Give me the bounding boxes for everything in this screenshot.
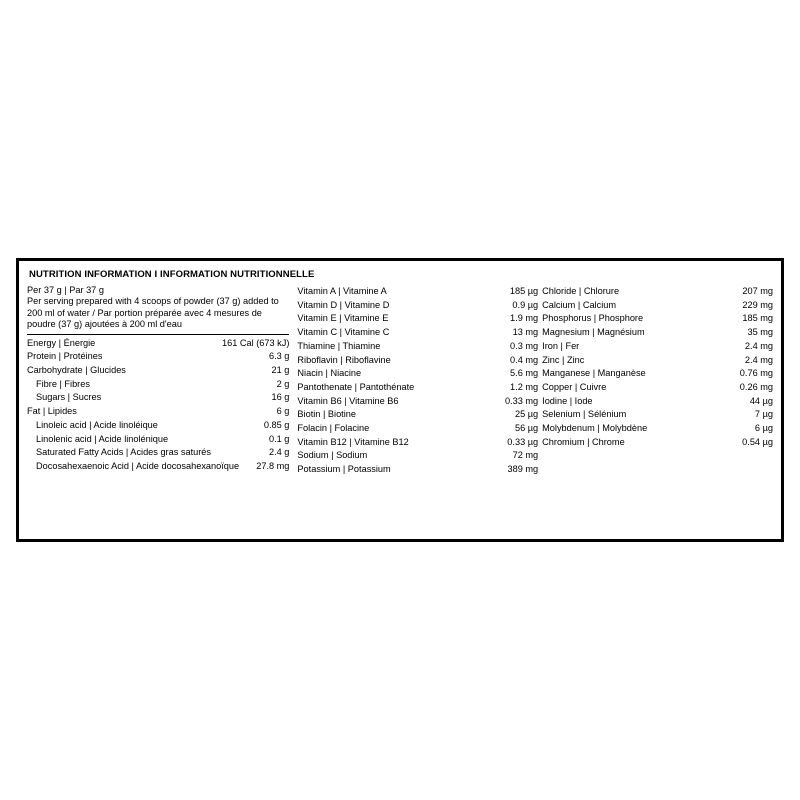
nutrient-row (297, 354, 538, 368)
divider (27, 334, 289, 335)
nutrient-label: Calcium | Calcium (542, 299, 616, 310)
nutrition-columns (27, 285, 773, 477)
nutrient-value: 2 g (276, 378, 290, 389)
nutrient-value: 207 mg (742, 286, 773, 296)
panel-title: NUTRITION INFORMATION I INFORMATION NUTRITIONNELLE (29, 269, 315, 280)
nutrient-label: Carbohydrate | Glucides (27, 365, 126, 376)
nutrient-row (27, 391, 289, 405)
nutrient-row (297, 422, 538, 436)
nutrient-row (542, 340, 773, 354)
nutrient-value: 0.26 mg (739, 381, 773, 392)
nutrient-label: Saturated Fatty Acids | Acides gras saturés (36, 447, 211, 458)
nutrient-label: Linoleic acid | Acide linoléique (36, 419, 158, 430)
nutrient-value: 25 µg (514, 409, 539, 420)
nutrient-label: Phosphorus | Phosphore (542, 313, 644, 324)
nutrient-label: Sodium | Sodium (297, 450, 368, 461)
nutrient-label: Niacin | Niacine (297, 368, 362, 379)
nutrient-value: 389 mg (507, 464, 539, 475)
nutrient-row (27, 337, 289, 351)
nutrient-row (542, 395, 773, 409)
vitamin-rows (297, 285, 538, 477)
nutrient-row (27, 350, 289, 364)
nutrient-value: 0.76 mg (739, 368, 773, 379)
nutrient-value: 161 Cal (673 kJ) (222, 337, 290, 348)
column-vitamins (293, 285, 538, 477)
nutrient-value: 6 µg (754, 423, 773, 434)
column-minerals (538, 285, 773, 449)
nutrient-value: 5.6 mg (510, 368, 539, 379)
nutrient-value: 21 g (271, 365, 290, 376)
serving-info (27, 285, 289, 331)
nutrient-row (542, 285, 773, 299)
nutrient-row (297, 449, 538, 463)
nutrient-row (27, 364, 289, 378)
nutrient-label: Iodine | Iode (542, 395, 593, 406)
nutrient-label: Vitamin C | Vitamine C (297, 327, 390, 338)
nutrient-value: 2.4 mg (744, 340, 773, 351)
nutrient-value: 0.4 mg (510, 354, 539, 365)
nutrient-value: 1.2 mg (510, 381, 539, 392)
serving-size-line: Per 37 g | Par 37 g (27, 285, 104, 295)
preparation-note-line-1: Per serving prepared with 4 scoops of powder (37 g) added to (27, 296, 279, 307)
nutrient-value: 72 mg (512, 450, 539, 461)
nutrient-row (297, 285, 538, 299)
nutrient-row (297, 436, 538, 450)
nutrient-row (542, 312, 773, 326)
nutrient-value: 44 µg (749, 395, 773, 406)
nutrient-value: 6 g (276, 406, 290, 417)
nutrient-label: Chromium | Chrome (542, 436, 625, 447)
nutrient-label: Vitamin E | Vitamine E (297, 313, 389, 324)
nutrient-row (542, 326, 773, 340)
nutrient-value: 185 µg (509, 286, 539, 296)
preparation-note-line-3: poudre (37 g) ajoutées à 200 ml d'eau (27, 319, 182, 330)
nutrient-value: 13 mg (512, 327, 539, 338)
nutrient-row (542, 354, 773, 368)
nutrient-row (542, 408, 773, 422)
nutrient-row (297, 326, 538, 340)
nutrient-label: Vitamin B6 | Vitamine B6 (297, 395, 399, 406)
nutrient-row (27, 419, 289, 433)
nutrient-label: Vitamin A | Vitamine A (297, 286, 387, 296)
nutrient-value: 0.85 g (263, 419, 290, 430)
nutrient-label: Selenium | Sélénium (542, 409, 627, 420)
nutrient-value: 16 g (271, 392, 290, 403)
macronutrient-rows (27, 337, 289, 474)
nutrient-row (542, 436, 773, 450)
nutrient-value: 35 mg (747, 327, 773, 338)
nutrient-label: Fat | Lipides (27, 406, 77, 417)
nutrient-value: 6.3 g (268, 351, 290, 362)
nutrient-row (297, 299, 538, 313)
nutrient-row (297, 367, 538, 381)
nutrient-label: Docosahexaenoic Acid | Acide docosahexanoïque (36, 460, 240, 471)
nutrition-information-panel (16, 258, 784, 542)
nutrient-row (297, 463, 538, 477)
nutrient-label: Thiamine | Thiamine (297, 340, 381, 351)
nutrient-row (27, 378, 289, 392)
nutrient-label: Linolenic acid | Acide linolénique (36, 433, 169, 444)
nutrient-value: 0.33 mg (504, 395, 539, 406)
nutrient-row (297, 408, 538, 422)
nutrient-value: 27.8 mg (256, 460, 290, 471)
nutrient-row (542, 381, 773, 395)
nutrient-row (542, 299, 773, 313)
column-macronutrients (27, 285, 293, 474)
nutrient-row (297, 340, 538, 354)
nutrient-label: Sugars | Sucres (36, 392, 102, 403)
nutrient-row (297, 381, 538, 395)
nutrient-label: Magnesium | Magnésium (542, 327, 645, 338)
nutrient-label: Molybdenum | Molybdène (542, 423, 648, 434)
nutrient-label: Pantothenate | Pantothénate (297, 381, 415, 392)
nutrient-value: 2.4 g (268, 447, 290, 458)
nutrient-value: 185 mg (742, 313, 773, 324)
nutrient-label: Iron | Fer (542, 340, 580, 351)
nutrient-label: Biotin | Biotine (297, 409, 356, 420)
nutrient-value: 0.54 µg (742, 436, 773, 447)
nutrient-label: Vitamin D | Vitamine D (297, 299, 390, 310)
nutrient-label: Vitamin B12 | Vitamine B12 (297, 436, 409, 447)
nutrient-value: 56 µg (514, 423, 539, 434)
nutrient-row (27, 405, 289, 419)
nutrient-row (542, 367, 773, 381)
nutrient-label: Fibre | Fibres (36, 378, 90, 389)
nutrient-row (27, 460, 289, 474)
nutrient-label: Manganese | Manganèse (542, 368, 646, 379)
nutrient-value: 1.9 mg (510, 313, 539, 324)
nutrient-label: Zinc | Zinc (542, 354, 585, 365)
nutrient-value: 0.3 mg (510, 340, 539, 351)
nutrient-row (27, 433, 289, 447)
preparation-note-line-2: 200 ml of water / Par portion préparée avec 4 mesures de (27, 307, 262, 318)
nutrient-value: 0.33 µg (507, 436, 539, 447)
nutrient-value: 2.4 mg (744, 354, 773, 365)
nutrient-row (297, 395, 538, 409)
nutrient-value: 229 mg (742, 299, 773, 310)
nutrient-label: Riboflavin | Riboflavine (297, 354, 391, 365)
nutrient-label: Potassium | Potassium (297, 464, 391, 475)
nutrient-value: 0.9 µg (512, 299, 539, 310)
nutrient-label: Chloride | Chlorure (542, 286, 620, 296)
nutrient-row (542, 422, 773, 436)
panel-inner (27, 269, 773, 531)
nutrient-label: Protein | Protéines (27, 351, 103, 362)
nutrient-value: 7 µg (754, 409, 773, 420)
nutrient-label: Copper | Cuivre (542, 381, 607, 392)
nutrient-row (297, 312, 538, 326)
nutrient-label: Folacin | Folacine (297, 423, 370, 434)
nutrient-row (27, 446, 289, 460)
nutrient-label: Energy | Énergie (27, 337, 96, 348)
mineral-rows (542, 285, 773, 449)
nutrient-value: 0.1 g (268, 433, 290, 444)
